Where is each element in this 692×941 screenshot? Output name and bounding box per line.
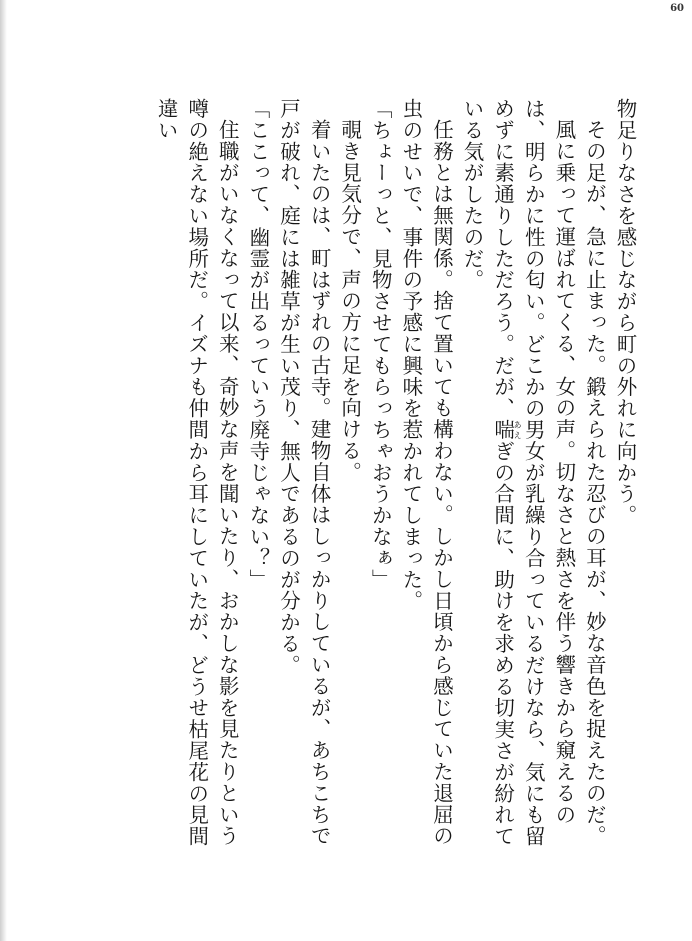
paragraph-6	[334, 98, 365, 858]
ruby-base: 喘	[490, 419, 515, 441]
dialogue-text: 「ここって、幽霊が出るっていう廃寺じゃない？」	[245, 98, 270, 591]
ruby-reading: あえ	[513, 419, 523, 441]
vertical-body-text	[151, 98, 641, 858]
dialogue-2	[242, 98, 273, 858]
paragraph-1	[609, 98, 640, 858]
paragraph-text: その足が、急に止まった。鍛えられた忍びの耳が、妙な音色を捉えたのだ。	[582, 118, 607, 847]
paragraph-2	[579, 98, 610, 858]
page-binding-shadow	[0, 0, 7, 941]
paragraph-text: ぎの合間に、助けを求める切実さが紛れている気がしたのだ。	[460, 98, 515, 848]
paragraph-text: 風に乗って運ばれてくる、女の声。切なさと熱さを伴う響きから窺えるのは、明らかに性の匂い。どこかの男女が乳繰り合っているだけなら、気にも留めずに素通りしただろう。だが、	[490, 98, 576, 847]
paragraph-text: 物足りなさを感じながら町の外れに向かう。	[613, 98, 637, 526]
paragraph-text: 着いたのは、町はずれの古寺。建物自体はしっかりしているが、あちこちで戸が破れ、庭には雑草が生い茂り、無人であるのが分かる。	[276, 98, 332, 847]
paragraph-text: 任務とは無関係。捨て置いても構わない。しかし日頃から感じていた退屈の虫のせいで、事件の予感に興味を惹かれてしまった。	[398, 98, 454, 847]
ruby-annotation	[490, 419, 523, 441]
paragraph-3	[456, 98, 578, 858]
paragraph-text: 住職がいなくなって以来、奇妙な声を聞いたり、おかしな影を見たりという噂の絶えない場所だ。イズナも仲間から耳にしていたが、どうせ枯尾花の見間違い	[154, 98, 240, 847]
paragraph-text: 覗き見気分で、声の方に足を向ける。	[337, 118, 362, 483]
paragraph-4	[395, 98, 456, 858]
dialogue-1	[365, 98, 396, 858]
page-number: 60	[670, 3, 684, 14]
dialogue-text: 「ちょーっと、見物させてもらっちゃおうかなぁ」	[368, 98, 393, 591]
paragraph-9	[151, 98, 243, 858]
paragraph-7	[273, 98, 334, 858]
